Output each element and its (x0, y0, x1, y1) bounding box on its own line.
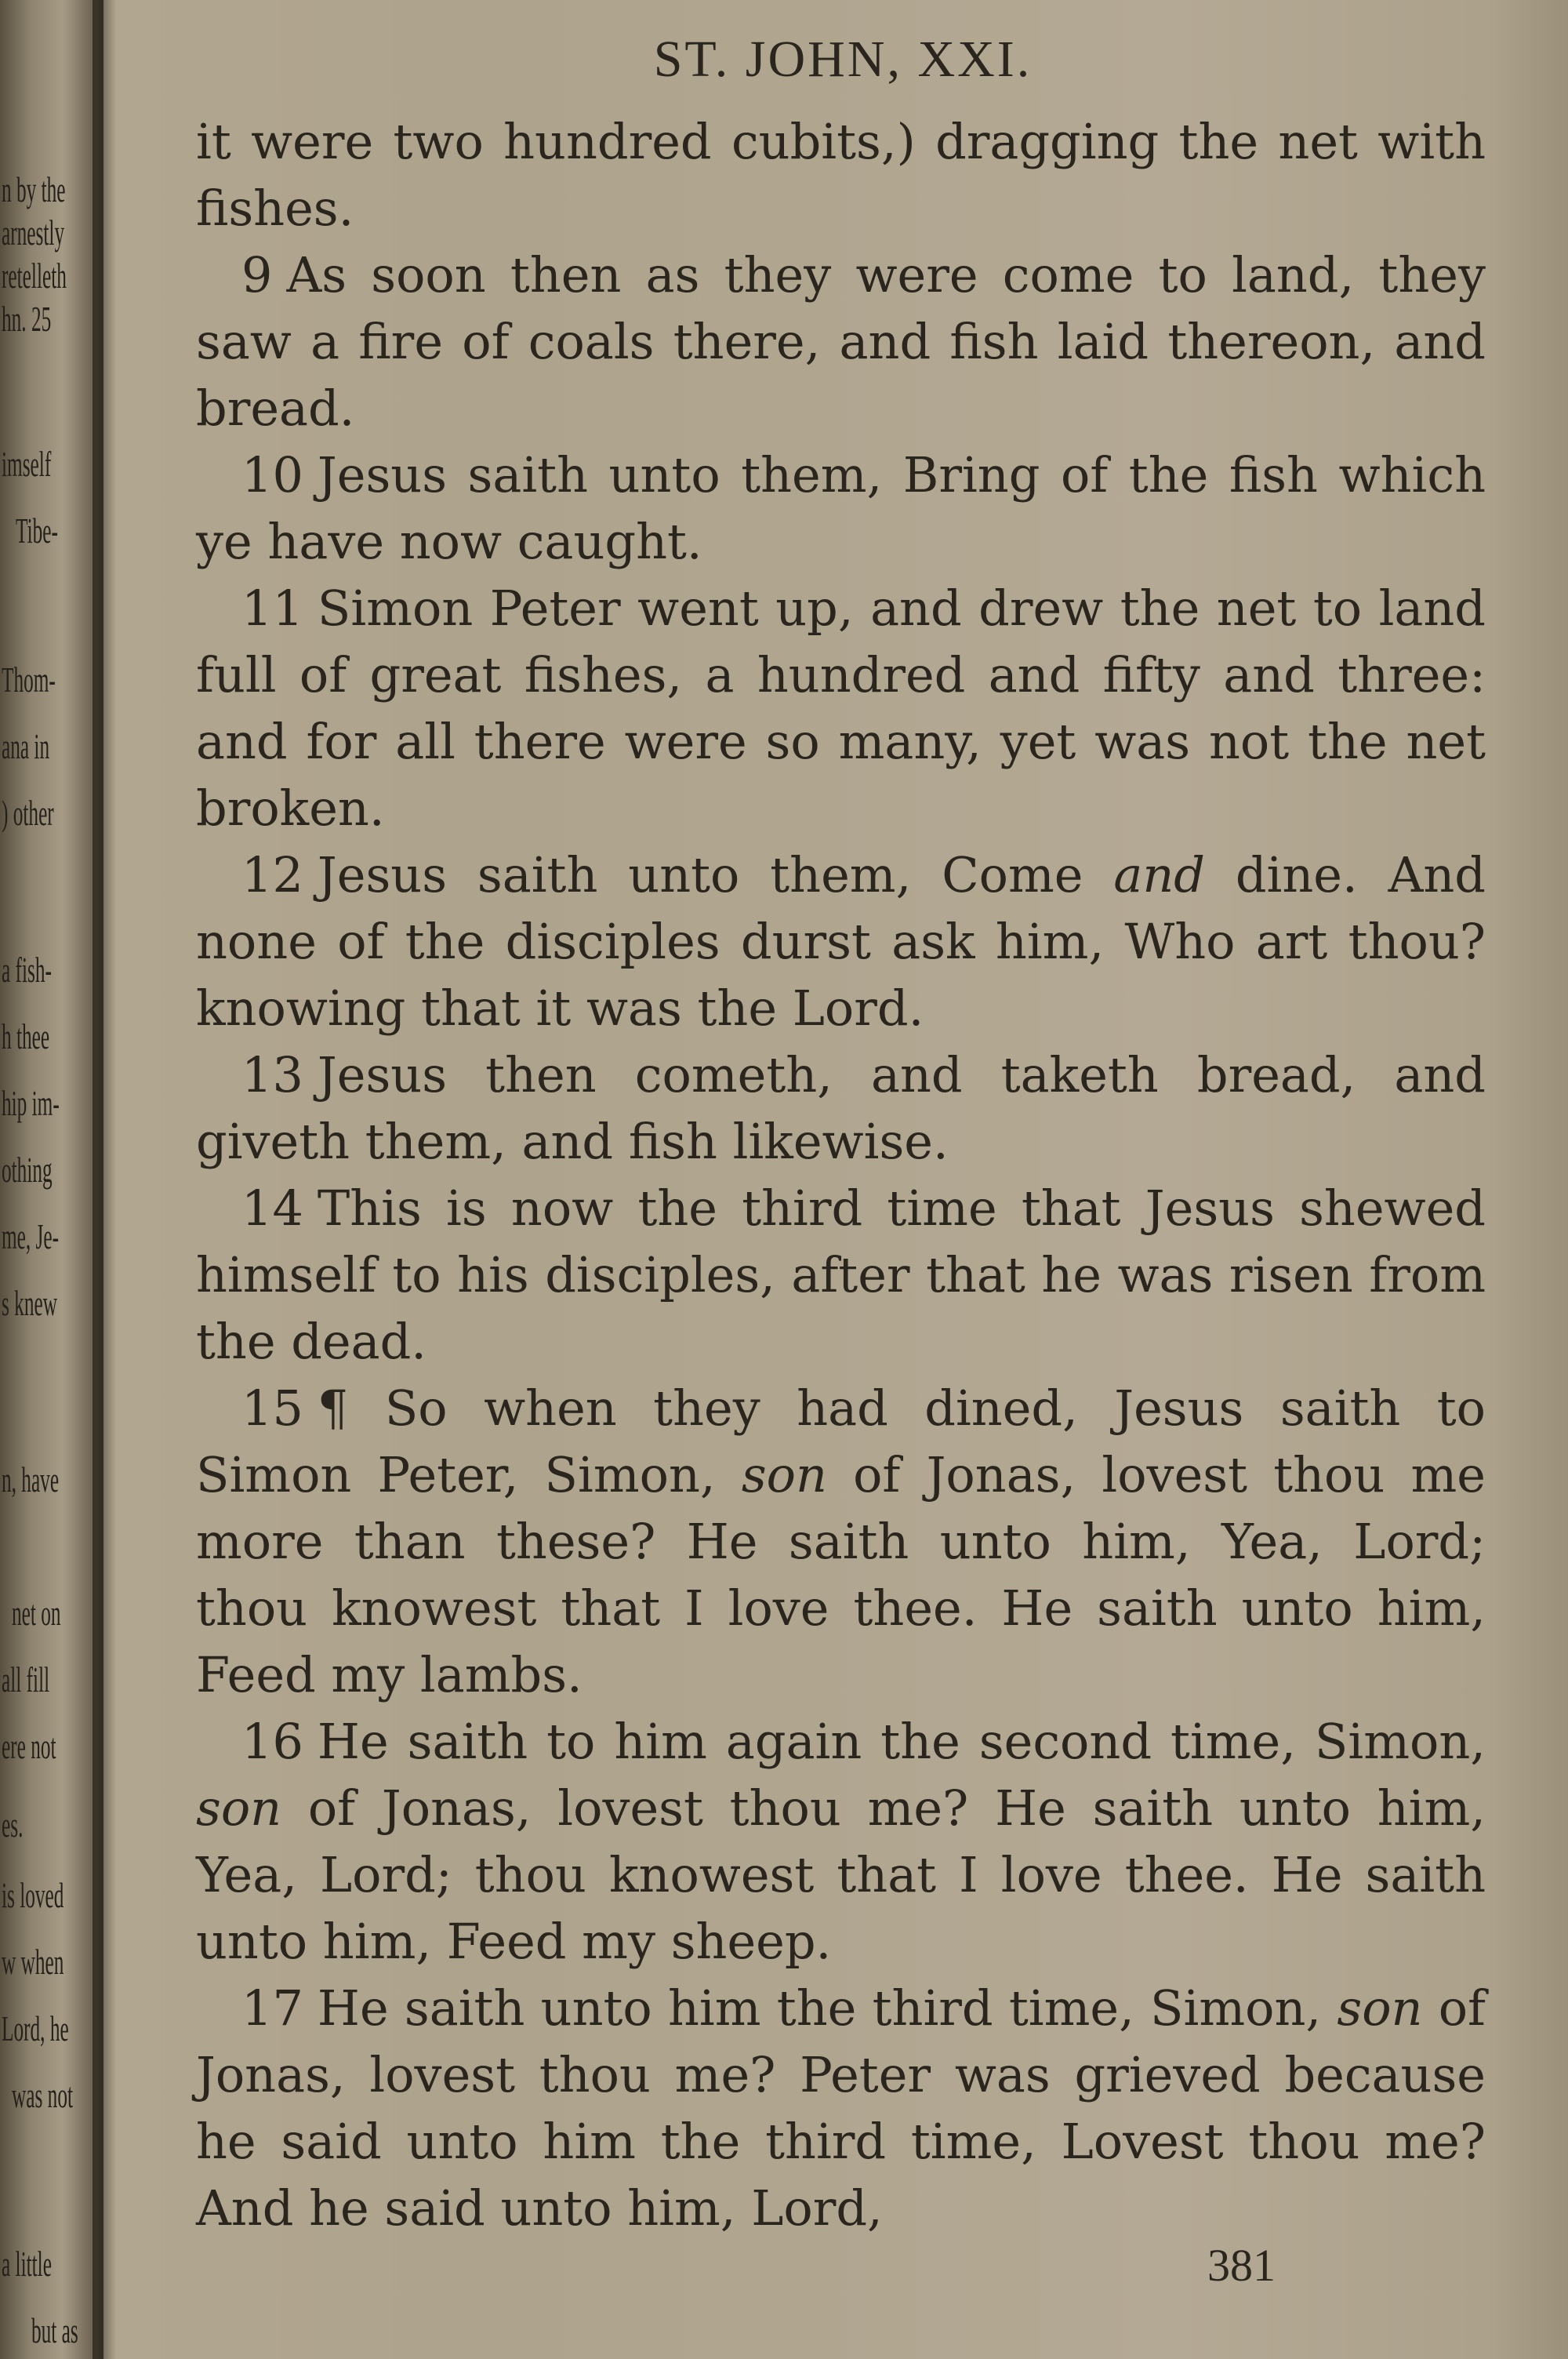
verse-number: 16 (241, 1713, 303, 1770)
margin-fragment: Tibe- (16, 511, 58, 551)
verse-italic-word: son (741, 1446, 827, 1503)
verse-text: Simon Peter went up, and drew the net to land full of great fishes, a hundred and fifty and three: and for all there were so many, yet was not the net broken. (196, 580, 1486, 837)
verse-text: Jesus saith unto them, Come (317, 846, 1114, 903)
verse-paragraph (196, 1175, 1486, 1375)
margin-fragment: ) other (2, 793, 54, 833)
margin-fragment: a little (2, 2244, 52, 2284)
margin-fragment: hn. 25 (2, 299, 52, 339)
verse-number: 15 (241, 1379, 303, 1437)
verse-text: This is now the third time that Jesus shewed himself to his disciples, after that he was risen from the dead. (196, 1180, 1486, 1370)
verse-number: 17 (241, 1979, 303, 2037)
margin-fragment: me, Je- (2, 1216, 60, 1256)
verse-number: 11 (241, 580, 303, 637)
margin-fragment: is loved (2, 1875, 64, 1915)
verse-paragraph (196, 1041, 1486, 1175)
verse-italic-word: son (196, 1779, 282, 1837)
verse-paragraph (196, 1375, 1486, 1708)
verse-paragraph (196, 841, 1486, 1041)
verse-text: it were two hundred cubits,) dragging the net with fishes. (196, 113, 1486, 237)
verse-paragraph (196, 442, 1486, 575)
verse-paragraph (196, 1975, 1486, 2241)
page-number: 381 (1207, 2240, 1276, 2291)
verse-number: 13 (241, 1046, 303, 1103)
margin-fragment: Thom- (2, 660, 56, 700)
book-gutter (93, 0, 116, 2359)
margin-fragment: h thee (2, 1016, 50, 1056)
margin-fragment: ere not (2, 1726, 56, 1766)
verse-text: of Jonas, lovest thou me more than these? He saith unto him, Yea, Lord; thou knowest that I love thee. He saith unto him, Feed my lambs. (196, 1446, 1486, 1703)
verse-text: Jesus then cometh, and taketh bread, and giveth them, and fish likewise. (196, 1046, 1486, 1170)
verse-text: He saith to him again the second time, Simon, (317, 1713, 1486, 1770)
margin-fragment: arnestly (2, 213, 65, 253)
verse-text: of Jonas, lovest thou me? He saith unto him, Yea, Lord; thou knowest that I love thee. He saith unto him, Feed my sheep. (196, 1779, 1486, 1970)
margin-fragment: othing (2, 1150, 53, 1190)
verse-italic-word: and (1113, 846, 1205, 903)
margin-fragment: but as (31, 2310, 78, 2350)
margin-fragment: n by the (2, 169, 66, 209)
margin-fragment: hip im- (2, 1083, 60, 1123)
verse-number: 12 (241, 846, 303, 903)
margin-fragment: ana in (2, 726, 50, 766)
margin-fragment: imself (2, 444, 52, 484)
verse-paragraph (196, 575, 1486, 841)
verse-text: ¶ So when they had dined, Jesus saith to Simon Peter, Simon, (196, 1379, 1486, 1503)
margin-fragment: all fill (2, 1659, 50, 1699)
verse-number: 10 (241, 446, 303, 503)
verse-text: He saith unto him the third time, Simon, (317, 1979, 1338, 2037)
margin-fragment: s knew (2, 1283, 57, 1323)
verse-number: 14 (241, 1180, 303, 1237)
margin-fragment: was not (12, 2075, 74, 2115)
verse-paragraph (196, 242, 1486, 442)
margin-fragment: a fish- (2, 950, 52, 990)
verse-number: 9 (241, 246, 273, 304)
left-page-edge (0, 0, 103, 2359)
margin-fragment: es. (2, 1805, 24, 1845)
margin-fragment: net on (12, 1593, 61, 1633)
verse-text: As soon then as they were come to land, they saw a fire of coals there, and fish laid thereon, and bread. (196, 246, 1486, 437)
margin-fragment: retelleth (2, 256, 67, 296)
verse-text: of Jonas, lovest thou me? Peter was grieved because he said unto him the third time, Lovest thou me? And he said unto him, Lord, (196, 1979, 1486, 2237)
verse-paragraph (196, 108, 1486, 242)
margin-fragment: Lord, he (2, 2008, 69, 2048)
verse-paragraph (196, 1708, 1486, 1975)
margin-fragment: n, have (2, 1459, 60, 1499)
scripture-text (196, 108, 1486, 2241)
verse-text: dine. And none of the disciples durst ask him, Who art thou? knowing that it was the Lord. (196, 846, 1486, 1037)
verse-italic-word: son (1337, 1979, 1423, 2037)
margin-fragment: w when (2, 1942, 64, 1982)
running-header: ST. JOHN, XXI. (653, 31, 1033, 88)
verse-text: Jesus saith unto them, Bring of the fish which ye have now caught. (196, 446, 1486, 570)
